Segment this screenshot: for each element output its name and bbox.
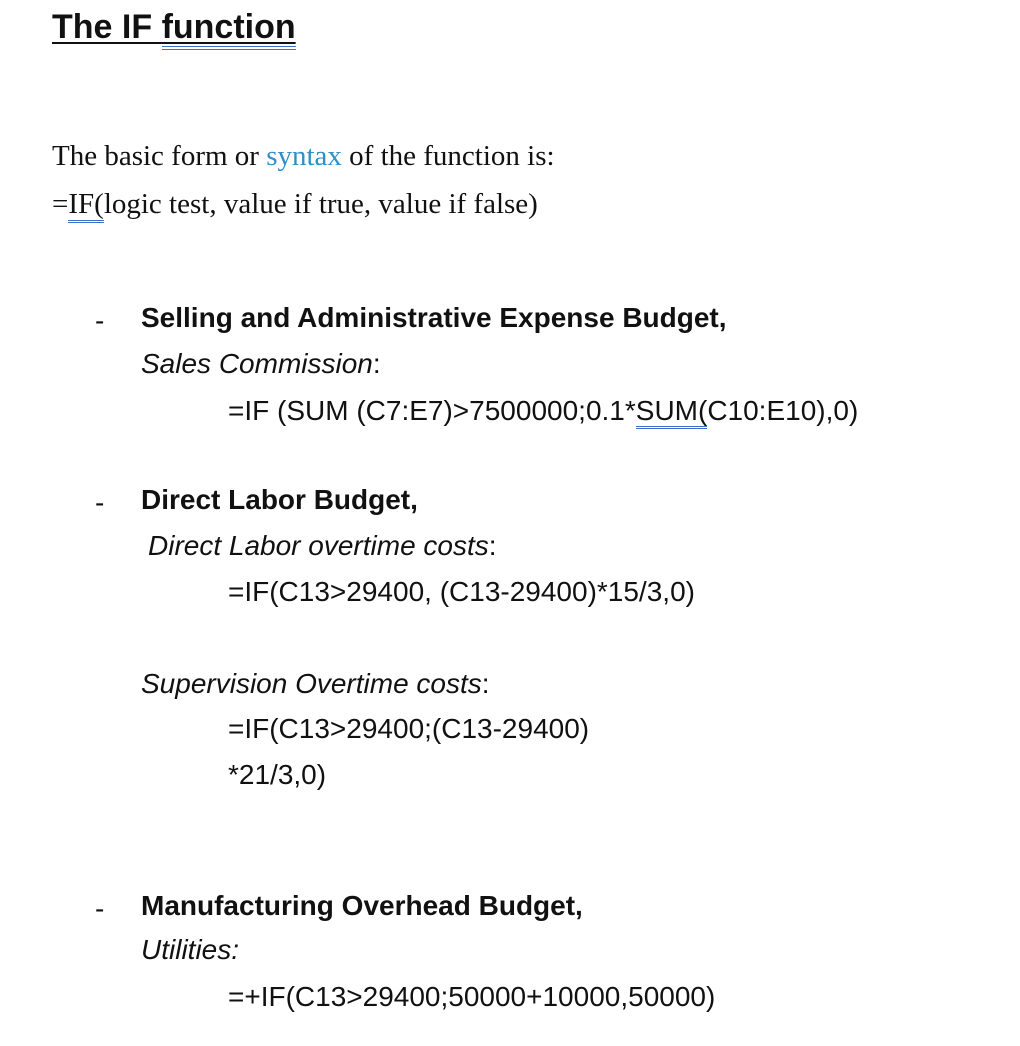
item-label-colon: : xyxy=(372,348,381,379)
item-label-text: Direct Labor overtime costs xyxy=(148,530,489,561)
intro-text-before: The basic form or xyxy=(52,140,267,172)
bullet-dash: - xyxy=(95,487,105,518)
bullet-dash: - xyxy=(95,305,105,336)
formula-sales-commission xyxy=(228,395,858,427)
formula-supervision-overtime-line2: *21/3,0) xyxy=(228,759,327,790)
syntax-formula-line xyxy=(52,188,538,221)
item-label-text: Supervision Overtime costs xyxy=(141,668,482,699)
item-label-colon: : xyxy=(481,668,490,699)
page-title xyxy=(52,8,296,47)
formula-part-before: =IF (SUM (C7:E7)>7500000;0.1* xyxy=(228,395,636,426)
formula-utilities: =+IF(C13>29400;50000+10000,50000) xyxy=(228,981,716,1012)
formula-part-after: C10:E10),0) xyxy=(707,395,859,426)
formula-direct-labor-overtime: =IF(C13>29400, (C13-29400)*15/3,0) xyxy=(228,576,695,607)
title-prefix: The IF xyxy=(52,8,162,46)
syntax-equals: = xyxy=(52,188,69,220)
title-underlined-word: function xyxy=(162,8,296,50)
intro-text-after: of the function is: xyxy=(341,140,555,172)
item-label-sales-commission xyxy=(141,348,381,380)
item-label-colon: : xyxy=(488,530,497,561)
syntax-link[interactable]: syntax xyxy=(266,140,342,172)
bullet-dash: - xyxy=(95,893,105,924)
syntax-intro-line xyxy=(52,140,555,173)
syntax-arguments: logic test, value if true, value if false) xyxy=(103,188,538,220)
section-heading-direct-labor: Direct Labor Budget, xyxy=(141,484,418,515)
formula-supervision-overtime-line1: =IF(C13>29400;(C13-29400) xyxy=(228,713,590,744)
section-heading-manufacturing-overhead: Manufacturing Overhead Budget, xyxy=(141,890,583,921)
item-label-direct-labor-overtime xyxy=(148,530,497,562)
item-label-text: Sales Commission xyxy=(141,348,373,379)
formula-part-underlined: SUM( xyxy=(636,395,708,429)
section-heading-selling-admin: Selling and Administrative Expense Budget, xyxy=(141,302,727,333)
syntax-if-keyword: IF( xyxy=(68,188,103,223)
item-label-supervision-overtime xyxy=(141,668,490,700)
item-label-utilities: Utilities: xyxy=(141,934,240,965)
